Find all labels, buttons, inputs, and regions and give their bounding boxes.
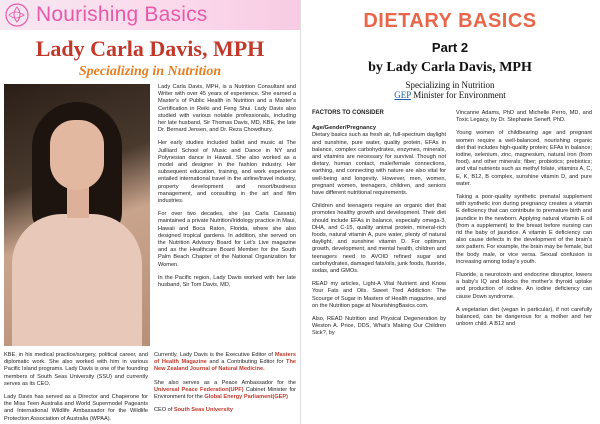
bio-paragraph: Lady Davis has served as a Director and Chaperone for the Miss Teen Australia and World Supermodel Pageants and International Wildlife Ambassador for the Wildlife Protection Association of Australia (WPAA).: [4, 394, 148, 422]
article-byline: by Lady Carla Davis, MPH: [368, 60, 532, 75]
article-paragraph: Young women of childbearing age and pregnant women require a well-balanced, nourishing organic diet that includes high-quality protein; EFAs in balance; iodine, selenium, zinc, magnesium, natural iron (from food), and other minerals; fiber; probiotics; prebiotics; and vital nutrients such as methyl folate, vitamins A, C, E, K, B12, B complex, sunshine vitamin D, and pure water.: [456, 130, 592, 187]
text-span: Currently, Lady Davis is the Executive Editor of: [154, 352, 275, 358]
bio-bottom-left: [4, 352, 148, 424]
article-paragraph: A vegetarian diet (vegan in particular), if not carefully balanced, can be dangerous for a mother and her unborn child. A B12 and: [456, 306, 592, 328]
gep-link[interactable]: GEP: [394, 90, 411, 100]
text-span: Cabinet Minister for Environment for the: [154, 386, 296, 401]
ssu-link[interactable]: South Seas University: [173, 407, 233, 414]
bio-paragraph: Lady Carla Davis, MPH, is a Nutrition Consultant and Writer with over 45 years of experience. She earned a Master's of Public Health in Nutrition and a Master's Certification in Reiki and Feng Shui. Lady Davis also studied with various notable professionals, including her late husband, Sir Thomas Davis, MD, KBE, the late Dr. Bernard Jensen, and Dr. Reza Chowdhury.: [158, 84, 296, 134]
article-paragraph: Children and teenagers require an organic diet that promotes healthy growth and development. Their diet should include EFAs in balance, especially omega-3, DHA, and C-15, quality animal protein, mineral-rich foods, natural vitamin A, pure water, plenty of natural daylight, and sunshine vitamin D. For optimum growth, development, and mental health, children and teenagers need to AVOID refined sugar and carbohydrates, damaged fats/oils, junk foods, fluoride, sodas, and GMOs.: [312, 203, 447, 275]
bio-bottom-right: [154, 352, 296, 420]
gep-link[interactable]: Global Energy Parliament(GEP): [204, 394, 288, 401]
article-column-2: [456, 110, 592, 334]
bio-paragraph: In the Pacific region, Lady Davis worked with her late husband, Sir Tom Davis, MD,: [158, 274, 296, 289]
article-title: DIETARY BASICS: [363, 10, 537, 32]
article-paragraph: Dietary basics such as fresh air, full-spectrum daylight and sunshine, pure water, quality protein, EFAs in balance, complex carbohydrates, enzymes, minerals, and vitamins are necessary for survival. Though not dietary, human contact, male/female connections, earthing, and connecting with nature are also vital for well-being and longevity. However, men, women, pregnant women, teenagers, children, and seniors have different nutritional requirements.: [312, 132, 446, 197]
section-heading: FACTORS TO CONSIDER: [312, 110, 384, 116]
bio-paragraph: Her early studies included ballet and music at The Juilliard School of Music and Dance in NY and Polynesian dance in Hawaii. She also worked as a model and designer in the fashion industry. Her subsequent education, training, and work experience entailed international travel in the airline/travel industry, property development and resort/business management, and consulting in the art and film industries.: [158, 140, 296, 205]
text-span: and a Contributing Editor for: [206, 359, 287, 366]
brand-header: [0, 0, 300, 30]
article-paragraph: READ my articles, Light-A Vital Nutrient and Know Your Fats and Oils. Sweet Tred Addiction: The Scourge of Sugar in Masters of Health magazine, and on the Nutrition page at NourishingBasics.com.: [312, 281, 446, 309]
masters-of-health-link[interactable]: Masters of Health Magazine: [154, 352, 296, 366]
bio-paragraph: For over two decades, she (as Carla Cassata) maintained a private Nutrition/Iridology practice in Maui, Hawaii and Boca Raton, Florida, where she also designed tropical gardens. In addition, she served on the Nutrition Advisory Board for Let's Live magazine and as the Healthcare Board Member for the South Palm Beach Chapter of the National Organization for Women.: [158, 211, 296, 268]
bio-paragraph: KBE, in his medical practice/surgery, political career, and diplomatic work. She also worked with him in various Pacific Island programs. Lady Davis is one of the founding members of South Seas University (SSU) and currently serves as its CEO.: [4, 352, 148, 387]
text-span: Minister for Environment: [410, 90, 506, 100]
lotus-logo-icon: [4, 2, 30, 28]
article-paragraph: Taking a poor-quality synthetic prenatal supplement with synthetic iron during pregnancy creates a vitamin E deficiency that can contribute to premature birth and jaundice in the newborn. Applying natural vitamin E oil (from a supplement) to the breast before nursing can rid the baby of jaundice. A vitamin E deficiency can also cause defects in the development of the brain's sex pattern. For example, the brain may be female, but the body male, or vice versa. Sexual confusion is increasing among today's youth.: [456, 194, 592, 265]
bio-column: [158, 84, 296, 295]
author-role: Specializing in Nutrition: [405, 80, 495, 90]
text-span: CEO of: [154, 407, 174, 414]
author-role-2: [300, 90, 600, 100]
upf-link[interactable]: Universal Peace Federation(UPF): [154, 386, 244, 393]
article-part: Part 2: [431, 40, 469, 55]
article-column-1: [312, 110, 446, 344]
text-span: She also serves as a Peace Ambassador for the: [154, 379, 296, 386]
bio-paragraph: [154, 380, 296, 402]
author-portrait: [4, 84, 150, 346]
article-paragraph: Fluoride, a neurotoxin and endocrine disruptor, lowers a baby's IQ and blocks the mother's thyroid uptake and production of iodine. An iodine deficiency can cause Down syndrome.: [456, 272, 592, 300]
brand-name: Nourishing Basics: [36, 3, 208, 26]
article-paragraph: Also, READ Nutrition and Physical Degeneration by Weston A. Price, DDS, What's Making Our Children Sick?, by: [312, 316, 446, 337]
nz-journal-link[interactable]: The New Zealand Journal of Natural Medicine.: [154, 359, 296, 373]
bio-paragraph: [154, 407, 296, 414]
author-tagline: Specializing in Nutrition: [78, 64, 222, 79]
article-paragraph: Vincanne Adams, PhD and Michelle Perro, MD, and Toxic Legacy, by Dr. Stephanie Seneff, PhD.: [456, 110, 592, 124]
bio-paragraph: [154, 352, 296, 374]
subsection-heading: Age/Gender/Pregnancy: [312, 125, 377, 132]
author-name: Lady Carla Davis, MPH: [35, 36, 265, 61]
